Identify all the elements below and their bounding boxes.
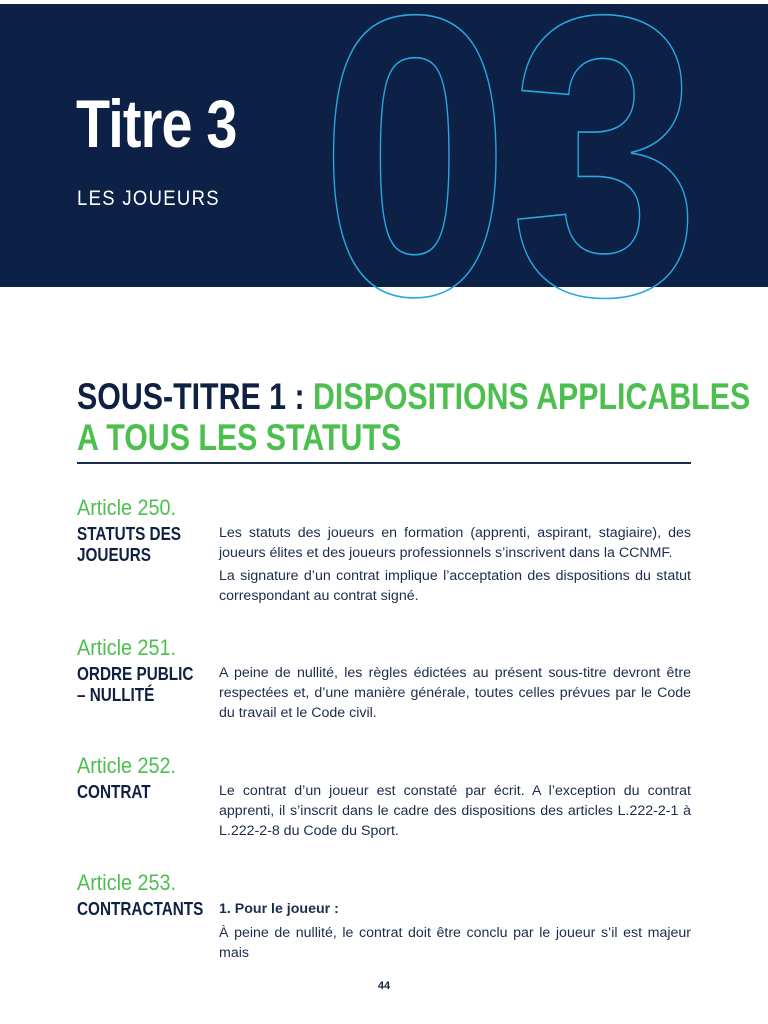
article-number: Article 253. (77, 870, 177, 895)
article-253 (77, 870, 691, 961)
article-title: STATUTS DES JOUEURS (77, 524, 181, 565)
section-title-line2: A TOUS LES STATUTS (77, 417, 402, 458)
article-number: Article 250. (77, 495, 177, 520)
article-paragraph: Les statuts des joueurs en formation (apprenti, aspirant, stagiaire), des joueurs élites et des joueurs professionnels s’inscrivent dans la CCNMF. (219, 525, 691, 561)
chapter-number-outline (320, 0, 710, 379)
article-title: CONTRACTANTS (77, 899, 204, 919)
article-252 (77, 753, 691, 839)
article-title: ORDRE PUBLIC – NULLITÉ (77, 664, 194, 705)
article-body (219, 781, 691, 844)
article-subheading: 1. Pour le joueur : (219, 901, 339, 917)
article-number: Article 251. (77, 635, 177, 660)
chapter-number-text: 03 (320, 0, 700, 379)
article-title: CONTRAT (77, 782, 151, 802)
article-body (219, 663, 691, 726)
article-body (219, 523, 691, 609)
article-paragraph: À peine de nullité, le contrat doit être conclu par le joueur s’il est majeur mais (219, 925, 691, 961)
page-number: 44 (377, 980, 391, 992)
article-paragraph: La signature d’un contrat implique l’acceptation des dispositions du statut correspondant au contrat signé. (219, 568, 691, 604)
section-prefix: SOUS-TITRE 1 : (77, 376, 314, 417)
article-body (219, 899, 691, 966)
article-paragraph: A peine de nullité, les règles édictées au présent sous-titre devront être respectées et, d’une manière générale, toutes celles prévues par le Code du travail et le Code civil. (219, 665, 691, 721)
section-heading (77, 376, 751, 458)
article-251 (77, 635, 691, 721)
section-divider (77, 462, 691, 464)
article-250 (77, 495, 691, 604)
chapter-subtitle: LES JOUEURS (77, 187, 220, 210)
title-banner (0, 0, 768, 379)
article-paragraph: Le contrat d’un joueur est constaté par écrit. A l’exception du contrat apprenti, il s’inscrit dans le cadre des dispositions des articles L.222-2-1 à L.222-2-8 du Code du Sport. (219, 783, 691, 839)
article-number: Article 252. (77, 753, 177, 778)
section-title-line1: DISPOSITIONS APPLICABLES (313, 376, 751, 417)
chapter-title: Titre 3 (76, 86, 237, 162)
